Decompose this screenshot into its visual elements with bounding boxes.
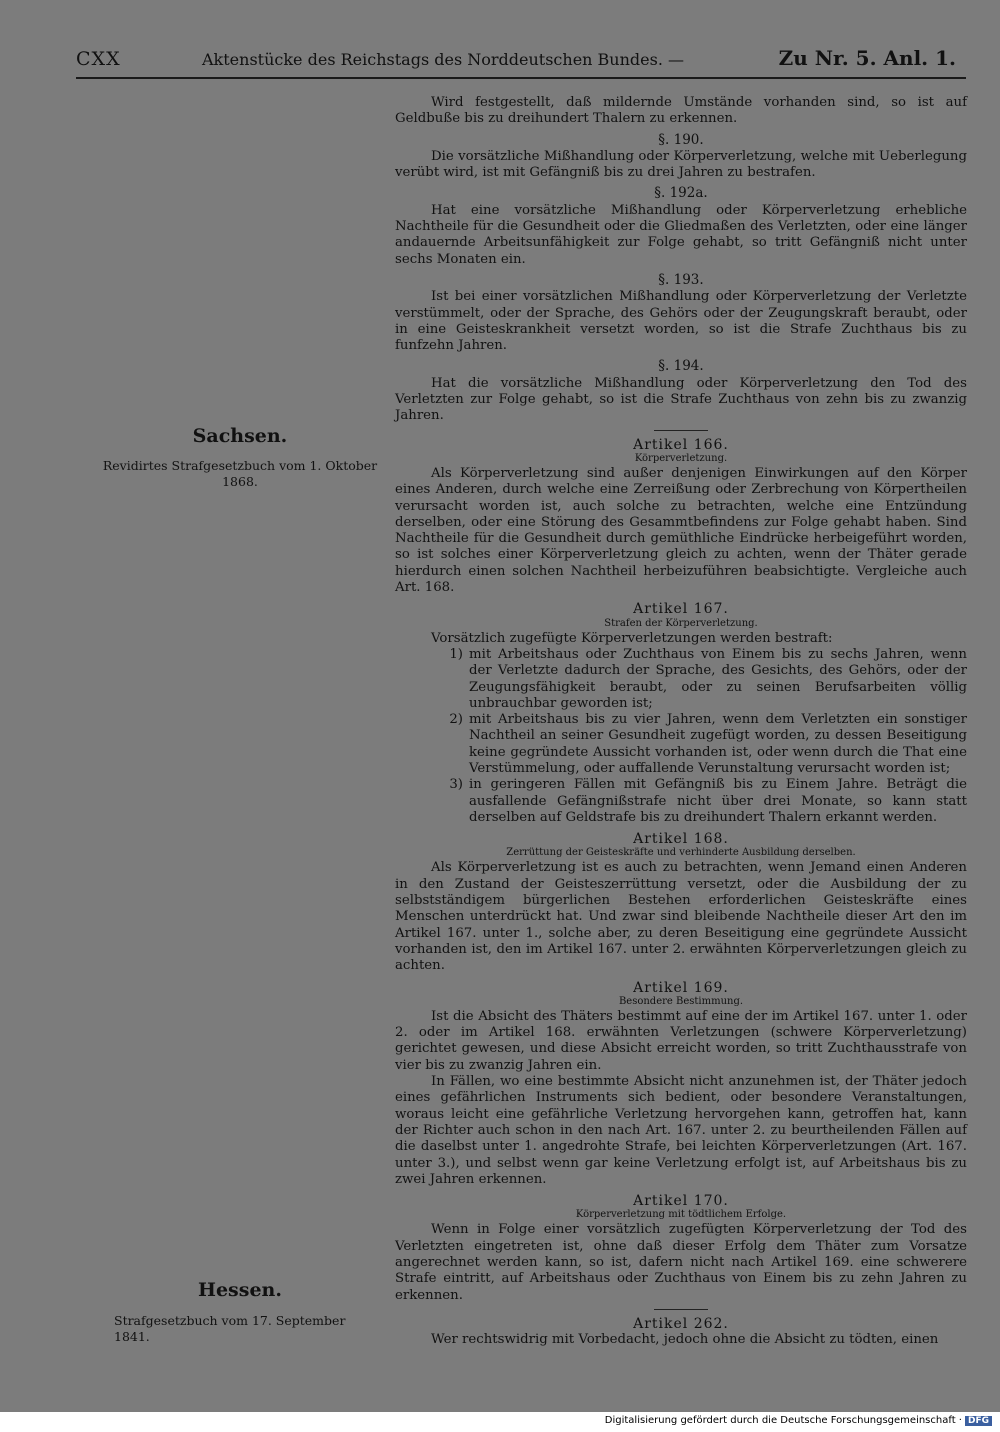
margin-note-sachsen	[100, 425, 380, 490]
running-title: Aktenstücke des Reichstags des Norddeutschen Bundes. —	[202, 50, 685, 69]
list-item-text: in geringeren Fällen mit Gefängniß bis zu Einem Jahre. Beträgt die ausfallende Gefängnißstrafe nicht über drei Monate, so kann statt derselben auf Geldstrafe bis zu dreihundert Thalern erkannt werden.	[469, 777, 967, 825]
section-text-192a: Hat eine vorsätzliche Mißhandlung oder Körperverletzung erhebliche Nachtheile für die Gesundheit oder die Gliedmaßen des Verletzten, oder eine länger andauernde Arbeitsunfähigkeit zur Folge gehabt, so tritt Gefängniß nicht unter sechs Monaten ein.	[395, 202, 967, 267]
intro-paragraph: Wird festgestellt, daß mildernde Umstände vorhanden sind, so ist auf Geldbuße bis zu dreihundert Thalern zu erkennen.	[395, 95, 967, 127]
state-heading-hessen: Hessen.	[198, 1279, 282, 1301]
list-item-number: 2)	[449, 712, 463, 728]
header-rule	[76, 77, 966, 79]
article-subtitle-166: Körperverletzung.	[634, 452, 728, 464]
margin-note-hessen	[100, 1279, 380, 1345]
section-heading-194: §. 194.	[658, 358, 704, 375]
section-divider	[654, 1309, 708, 1310]
section-heading-192a: §. 192a.	[654, 185, 708, 202]
article-text-169-2: In Fällen, wo eine bestimmte Absicht nicht anzunehmen ist, der Thäter jedoch eines gefährlichen Instruments sich bedient, oder besondere Veranstaltungen, woraus leicht eine gefährliche Verletzung hervorgehen kann, getroffen hat, kann der Richter auch schon in den nach Art. 167. unter 2. zu beurtheilenden Fällen auf die daselbst unter 1. angedrohte Strafe, bei leichten Körperverletzungen (Art. 167. unter 3.), und selbst wenn gar keine Verletzung erfolgt ist, auf Arbeitshaus bis zu zwei Jahren erkennen.	[395, 1074, 967, 1187]
section-text-194: Hat die vorsätzliche Mißhandlung oder Körperverletzung den Tod des Verletzten zur Folge gehabt, so ist die Strafe Zuchthaus von zehn bis zu zwanzig Jahren.	[395, 375, 967, 424]
article-subtitle-170: Körperverletzung mit tödtlichem Erfolge.	[575, 1209, 787, 1221]
statute-note-sachsen: Revidirtes Strafgesetzbuch vom 1. Oktober 1868.	[102, 458, 378, 489]
page-header	[76, 44, 966, 80]
list-item-text: mit Arbeitshaus bis zu vier Jahren, wenn dem Verletzten ein sonstiger Nachtheil an seiner Gesundheit zugefügt worden, zu dessen Beseitigung keine gegründete Aussicht vorhanden ist, oder wenn durch die That eine Verstümmelung, oder auffallende Verunstaltung verursacht worden ist;	[469, 712, 967, 776]
article-heading-167: Artikel 167.	[633, 601, 729, 618]
list-item	[395, 712, 967, 777]
footer-bar	[0, 1412, 1000, 1432]
section-text-193: Ist bei einer vorsätzlichen Mißhandlung oder Körperverletzung der Verletzte verstümmelt, oder der Sprache, des Gehörs oder der Zeugungskraft beraubt, oder in eine Geisteskrankheit versetzt worden, so ist die Strafe Zuchthaus bis zu funfzehn Jahren.	[395, 289, 967, 354]
article-heading-262: Artikel 262.	[633, 1315, 729, 1332]
article-subtitle-169: Besondere Bestimmung.	[618, 995, 744, 1007]
article-text-169-1: Ist die Absicht des Thäters bestimmt auf eine der im Artikel 167. unter 1. oder 2. oder im Artikel 168. erwähnten Verletzungen (schwere Körperverletzung) gerichtet gewesen, und diese Absicht erreicht worden, so tritt Zuchthausstrafe von vier bis zu zwanzig Jahren ein.	[395, 1008, 967, 1073]
article-text-262: Wer rechtswidrig mit Vorbedacht, jedoch ohne die Absicht zu tödten, einen	[431, 1332, 939, 1348]
article-heading-166: Artikel 166.	[633, 436, 729, 453]
article-text-168: Als Körperverletzung ist es auch zu betrachten, wenn Jemand einen Anderen in den Zustand der Geisteszerrüttung versetzt, oder die Ausbildung der zu selbstständigem bürgerlichen Bestehen erforderlichen Geisteskräfte eines Menschen unterdrückt hat. Und zwar sind bleibende Nachtheile dieser Art den im Artikel 167. unter 1., solche aber, zu deren Beseitigung eine gegründete Aussicht vorhanden ist, den im Artikel 167. unter 2. erwähnten Körperverletzungen gleich zu achten.	[395, 860, 967, 974]
section-heading-193: §. 193.	[658, 271, 704, 288]
list-item-text: mit Arbeitshaus oder Zuchthaus von Einem bis zu sechs Jahren, wenn der Verletzte dadurch der Sprache, des Gesichts, des Gehörs, oder der Zeugungsfähigkeit beraubt, oder zu seinen Berufsarbeiten völlig unbrauchbar geworden ist;	[469, 646, 967, 711]
article-text-170: Wenn in Folge einer vorsätzlich zugefügten Körperverletzung der Tod des Verletzten eingetreten ist, ohne daß dieser Erfolg dem Thäter zum Vorsatze angerechnet werden kann, so ist, dafern nicht nach Artikel 169. eine schwerere Strafe eintritt, auf Arbeitshaus oder Zuchthaus von Einem bis zu zehn Jahren zu erkennen.	[395, 1222, 967, 1303]
article-heading-169: Artikel 169.	[633, 979, 729, 996]
article-heading-170: Artikel 170.	[633, 1193, 729, 1210]
article-intro-167: Vorsätzlich zugefügte Körperverletzungen werden bestraft:	[431, 630, 833, 646]
article-subtitle-167: Strafen der Körperverletzung.	[604, 617, 758, 629]
list-item-number: 1)	[449, 646, 463, 662]
article-heading-168: Artikel 168.	[633, 831, 729, 848]
section-heading-190: §. 190.	[658, 131, 704, 148]
article-subtitle-168: Zerrüttung der Geisteskräfte und verhinderte Ausbildung derselben.	[506, 847, 856, 859]
list-item-number: 3)	[449, 777, 463, 793]
credit-text: Digitalisierung gefördert durch die Deutsche Forschungsgemeinschaft ·	[604, 1415, 962, 1426]
section-divider	[654, 430, 708, 431]
article-text-166: Als Körperverletzung sind außer denjenigen Einwirkungen auf den Körper eines Anderen, durch welche eine Zerreißung oder Zerbrechung von Körpertheilen verursacht worden ist, auch solche zu betrachten, welche eine Entzündung derselben, oder eine Störung des Gesammtbefindens zur Folge gehabt haben. Sind Nachtheile für die Gesundheit durch gemüthliche Eindrücke herbeigeführt worden, so ist solches einer Körperverletzung gleich zu achten, wenn der Thäter gerade hierdurch einen solchen Nachtheil herbeizuführen beabsichtigte. Vergleiche auch Art. 168.	[395, 465, 967, 596]
list-item	[395, 777, 967, 826]
section-text-190: Die vorsätzliche Mißhandlung oder Körperverletzung, welche mit Ueberlegung verübt wird, ist mit Gefängniß bis zu drei Jahren zu bestrafen.	[395, 148, 967, 181]
main-text-column	[395, 95, 967, 1348]
dfg-logo[interactable]: DFG	[965, 1416, 992, 1426]
state-heading-sachsen: Sachsen.	[192, 425, 288, 447]
statute-note-hessen: Strafgesetzbuch vom 17. September 1841.	[114, 1313, 346, 1344]
document-reference: Zu Nr. 5. Anl. 1.	[778, 46, 956, 70]
list-item	[395, 647, 967, 712]
page-number: CXX	[76, 48, 121, 70]
digitization-credit	[605, 1415, 992, 1426]
